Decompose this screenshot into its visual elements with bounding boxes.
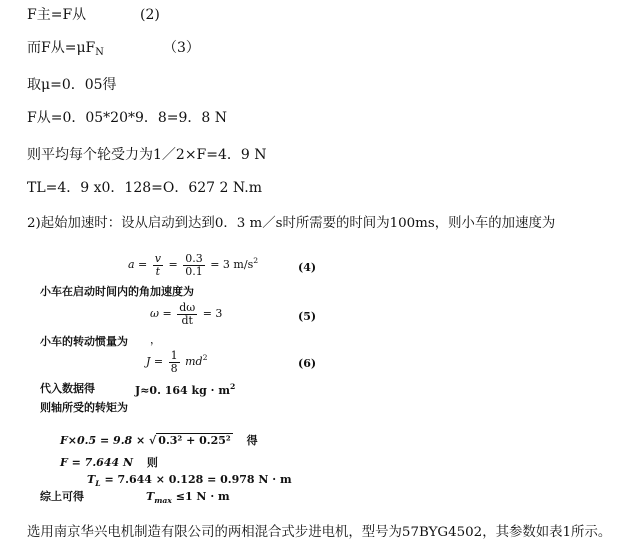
text-angular-acceleration: 小车在启动时间内的角加速度为 [40,285,194,298]
equation-number-3: （3） [163,40,200,56]
text-motor-selection: 选用南京华兴电机制造有限公司的两相混合式步进电机，型号为57BYG4502，其参数如表1所示。 [27,525,612,540]
equation-5: ω = $\frac{d\omega}{dt}$ = 3 [150,301,223,327]
equation-6: J = $\frac{1}{8}$ $md^2$ [146,349,208,375]
equation-number-2: (2) [140,7,160,23]
equation-4: a = $\frac{v}{t}$ = $\frac{0.3}{0.1}$ = 3 $m/s^2$ [128,252,259,278]
equation-8: F = 7.644 N 则 [60,456,158,469]
text-line-4: F从=0．05*20*9．8=9．8 N [27,110,228,126]
text-line-5: 则平均每个轮受力为1／2×F=4．9 N [27,147,267,163]
text-line-6: TL=4．9 x0．128=O．627 2 N.m [27,180,262,196]
max-torque: $T_{max} \le 1$ N · m [146,490,230,505]
text-line-7: 2)起始加速时：设从启动到达到0．3 m／s时所需要的时间为100ms，则小车的加速度为 [27,216,556,231]
equation-number-6: (6) [298,357,317,370]
equation-number-5: (5) [298,310,317,323]
text-moment-of-inertia: 小车的转动惯量为 [40,335,128,348]
text-substitute-data: 代入数据得 [40,382,95,395]
stray-mark: ， [150,333,161,346]
text-shaft-torque: 则轴所受的转矩为 [40,401,128,414]
equation-7: F×0.5 = 9.8 × √ 0.3² + 0.25² 得 [60,434,258,447]
text-line-1: F主=F从 [27,7,87,23]
equation-9: $T_L = 7.644 \times 0.128 = 0.978$ N · m [87,473,292,488]
inertia-value: J≈0. 164 kg · $m^2$ [135,382,236,397]
equation-number-4: (4) [298,261,317,274]
text-summary: 综上可得 [40,490,84,503]
text-line-3: 取μ=0．05得 [27,77,117,93]
text-line-2: 而F从$=\mu F_N$ [27,40,104,58]
